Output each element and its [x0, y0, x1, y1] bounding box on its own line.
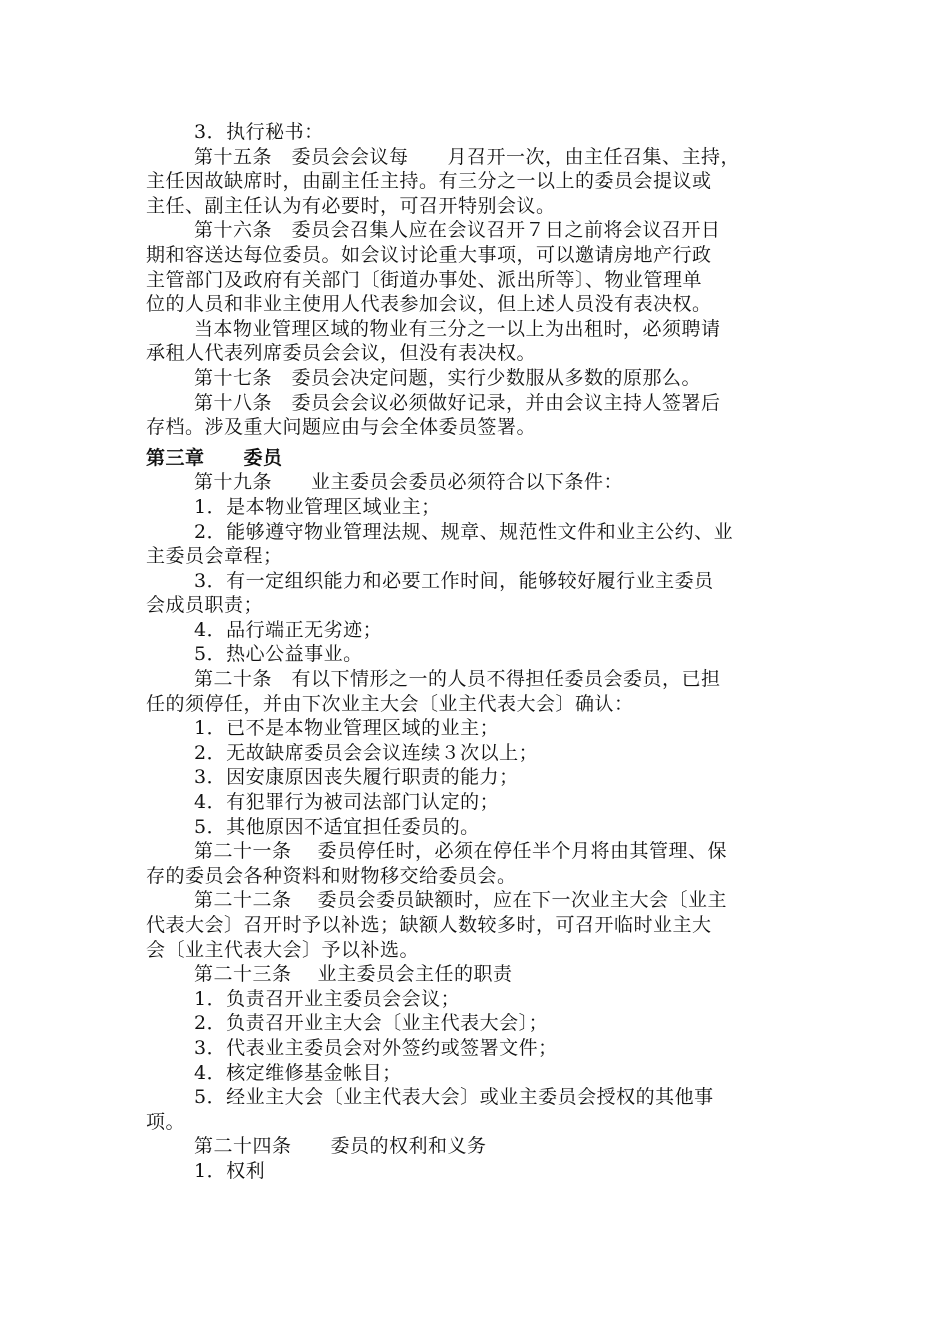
text-line: 4．品行端正无劣迹； — [194, 618, 383, 641]
text-line: 承租人代表列席委员会会议，但没有表决权。 — [146, 342, 537, 365]
text-line: 主任、副主任认为有必要时，可召开特别会议。 — [146, 194, 556, 217]
text-line: 4．有犯罪行为被司法部门认定的； — [194, 791, 500, 814]
document-body — [146, 120, 816, 1184]
text-line: 3．代表业主委员会对外签约或签署文件； — [194, 1036, 558, 1059]
text-line: 1．权利 — [194, 1159, 266, 1182]
text-line: 3．执行秘书： — [194, 121, 324, 143]
text-line: 第二十四条 委员的权利和义务 — [194, 1135, 487, 1158]
text-line: 期和容送达每位委员。如会议讨论重大事项，可以邀请房地产行政 — [146, 243, 712, 266]
text-line: 代表大会〕召开时予以补选；缺额人数较多时，可召开临时业主大 — [146, 914, 712, 936]
text-line: 第二十一条 委员停任时，必须在停任半个月将由其管理、保 — [194, 840, 728, 863]
text-line: 第十八条 委员会会议必须做好记录，并由会议主持人签署后 — [194, 391, 721, 414]
text-line: 4．核定维修基金帐目； — [194, 1061, 402, 1084]
text-line: 5．经业主大会〔业主代表大会〕或业主委员会授权的其他事 — [194, 1086, 714, 1109]
text-line: 1．是本物业管理区域业主； — [194, 495, 441, 518]
text-line: 第十六条 委员会召集人应在会议召开７日之前将会议召开日 — [194, 219, 721, 242]
text-line: 5．其他原因不适宜担任委员的。 — [194, 815, 480, 838]
text-line: 1．负责召开业主委员会会议； — [194, 987, 461, 1010]
text-line: 第二十条 有以下情形之一的人员不得担任委员会委员，已担 — [194, 668, 721, 691]
text-line: 主任因故缺席时，由副主任主持。有三分之一以上的委员会提议或 — [146, 170, 712, 193]
text-line: 项。 — [146, 1110, 186, 1133]
text-line: 主委员会章程； — [146, 545, 283, 568]
text-line: 存的委员会各种资料和财物移交给委员会。 — [146, 864, 517, 887]
text-line: 3．有一定组织能力和必要工作时间，能够较好履行业主委员 — [194, 569, 714, 592]
text-line: 2．无故缺席委员会会议连续３次以上； — [194, 741, 539, 764]
text-line: 5．热心公益事业。 — [194, 643, 363, 666]
text-line: 当本物业管理区域的物业有三分之一以上为出租时，必须聘请 — [194, 317, 721, 340]
text-line: 第二十二条 委员会委员缺额时，应在下一次业主大会〔业主 — [194, 889, 728, 912]
text-line: 会成员职责； — [146, 594, 264, 617]
text-line: 位的人员和非业主使用人代表参加会议，但上述人员没有表决权。 — [146, 293, 712, 316]
text-line: 1．已不是本物业管理区域的业主； — [194, 717, 500, 740]
text-line: 会〔业主代表大会〕予以补选。 — [146, 938, 420, 961]
text-line: 主管部门及政府有关部门〔街道办事处、派出所等〕、物业管理单 — [146, 268, 703, 291]
chapter-heading: 第三章 委员 — [146, 446, 283, 469]
text-line: 2．负责召开业主大会〔业主代表大会〕； — [194, 1012, 549, 1035]
text-line: 第十九条 业主委员会委员必须符合以下条件： — [194, 471, 624, 494]
text-line: 第十五条 委员会会议每 月召开一次，由主任召集、主持， — [194, 145, 741, 168]
text-line: 2．能够遵守物业管理法规、规章、规范性文件和业主公约、业 — [194, 520, 734, 543]
text-line: 第十七条 委员会决定问题，实行少数服从多数的原那么。 — [194, 366, 702, 389]
text-line: 存档。涉及重大问题应由与会全体委员签署。 — [146, 416, 537, 439]
text-line: 任的须停任，并由下次业主大会〔业主代表大会〕确认： — [146, 692, 634, 715]
text-line: 3．因安康原因丧失履行职责的能力； — [194, 766, 519, 789]
text-line: 第二十三条 业主委员会主任的职责 — [194, 963, 513, 986]
